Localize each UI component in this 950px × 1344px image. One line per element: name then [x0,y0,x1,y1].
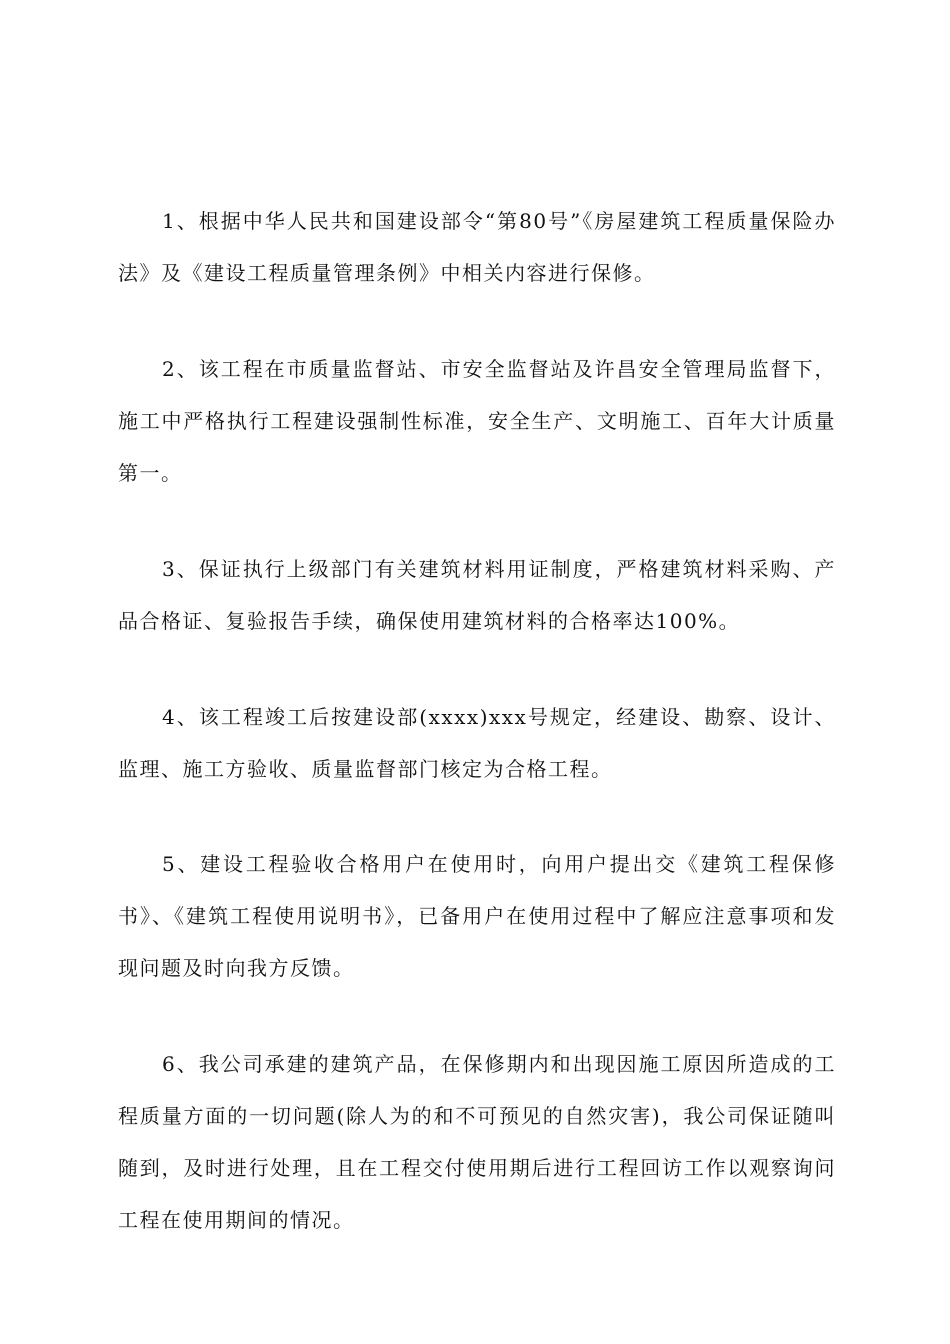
paragraph-5: 5、建设工程验收合格用户在使用时，向用户提出交《建筑工程保修书》、《建筑工程使用说明书》，已备用户在使用过程中了解应注意事项和发现问题及时向我方反馈。 [118,852,836,980]
paragraph-1: 1、根据中华人民共和国建设部令“第80号”《房屋建筑工程质量保险办法》及《建设工程质量管理条例》中相关内容进行保修。 [118,209,836,285]
paragraph-2: 2、该工程在市质量监督站、市安全监督站及许昌安全管理局监督下，施工中严格执行工程建设强制性标准，安全生产、文明施工、百年大计质量第一。 [118,357,836,485]
paragraph-3: 3、保证执行上级部门有关建筑材料用证制度，严格建筑材料采购、产品合格证、复验报告手续，确保使用建筑材料的合格率达100%。 [118,557,836,633]
paragraph-4: 4、该工程竣工后按建设部(xxxx)xxx号规定，经建设、勘察、设计、监理、施工方验收、质量监督部门核定为合格工程。 [118,705,836,781]
paragraph-6: 6、我公司承建的建筑产品，在保修期内和出现因施工原因所造成的工程质量方面的一切问题(除人为的和不可预见的自然灾害)，我公司保证随叫随到，及时进行处理，且在工程交付使用期后进行工程回访工作以观察询问工程在使用期间的情况。 [118,1052,836,1232]
